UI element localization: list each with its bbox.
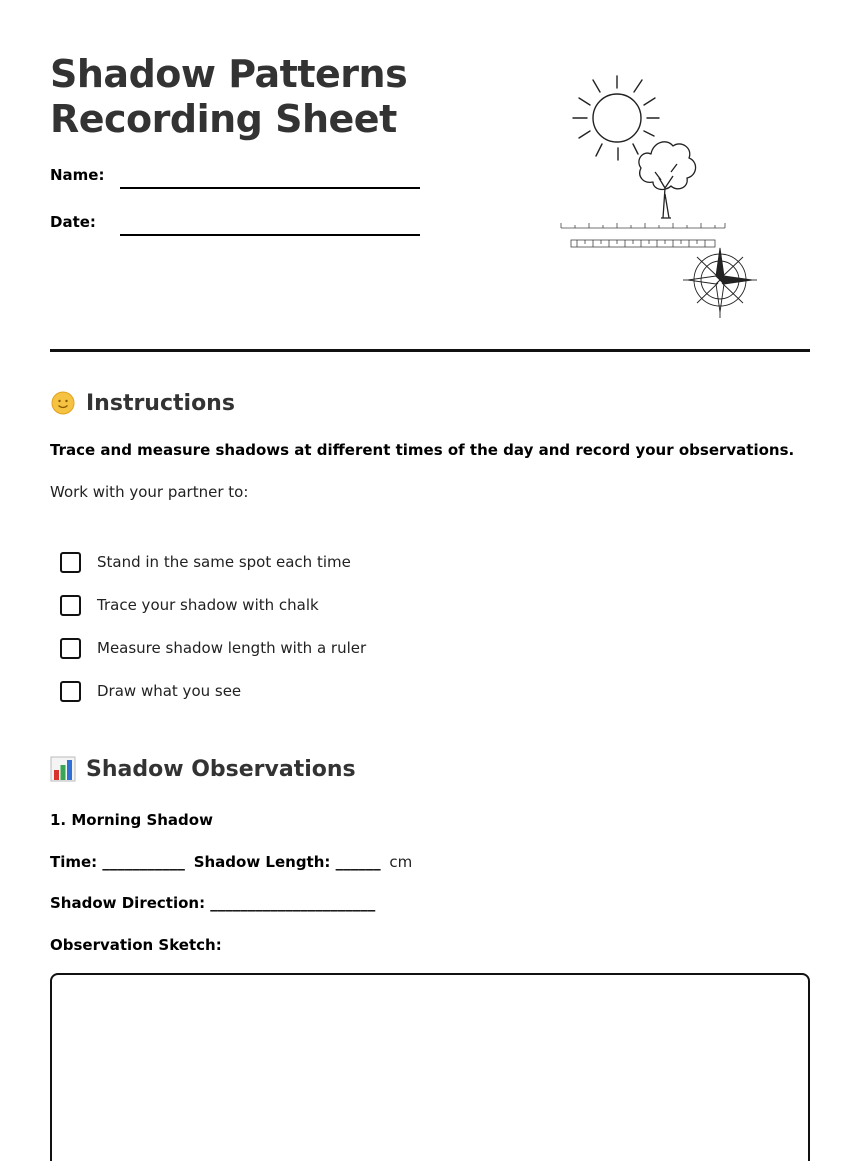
name-label: Name: [50, 166, 105, 184]
header-divider [50, 349, 810, 352]
time-length-row[interactable] [50, 853, 412, 871]
shadow-direction-label: Shadow Direction: ______________________ [50, 894, 376, 912]
compass-rose-icon [683, 248, 757, 318]
shadow-illustration [555, 68, 760, 320]
checkbox[interactable] [60, 681, 81, 702]
sun-face-icon [50, 390, 76, 416]
checklist-label: Measure shadow length with a ruler [97, 639, 367, 657]
title-line-2: Recording Sheet [50, 97, 397, 141]
observations-heading [50, 756, 356, 782]
sun-icon [573, 76, 659, 160]
length-unit: cm [389, 853, 413, 871]
shadow-length-label: Shadow Length: ______ [193, 853, 381, 871]
instructions-lead: Trace and measure shadows at different times of the day and record your observations. [50, 441, 795, 459]
checklist-label: Draw what you see [97, 682, 242, 700]
ruler-icon [561, 223, 725, 247]
observations-heading-text: Shadow Observations [86, 756, 356, 782]
observation-sketch-label: Observation Sketch: [50, 936, 222, 954]
checklist-item-draw[interactable] [60, 678, 241, 704]
title-line-1: Shadow Patterns [50, 52, 408, 96]
name-field[interactable] [120, 187, 420, 189]
direction-row[interactable] [50, 894, 375, 912]
checkbox[interactable] [60, 595, 81, 616]
time-label: Time: ___________ [50, 853, 185, 871]
entry-title [50, 811, 213, 829]
checklist-item-same-spot[interactable] [60, 549, 351, 575]
checklist-label: Trace your shadow with chalk [97, 596, 319, 614]
sketch-label-row [50, 936, 222, 954]
page-title [50, 52, 407, 142]
date-field[interactable] [120, 234, 420, 236]
date-label: Date: [50, 213, 96, 231]
checklist-item-measure-length[interactable] [60, 635, 366, 661]
checkbox[interactable] [60, 552, 81, 573]
checklist-item-trace-shadow[interactable] [60, 592, 319, 618]
instructions-intro: Work with your partner to: [50, 483, 249, 501]
instructions-heading-text: Instructions [86, 390, 235, 416]
bar-chart-icon [50, 756, 76, 782]
instructions-heading [50, 390, 235, 416]
tree-icon [639, 142, 696, 218]
checkbox[interactable] [60, 638, 81, 659]
observation-sketch-box[interactable] [50, 973, 810, 1161]
checklist-label: Stand in the same spot each time [97, 553, 351, 571]
entry-title-text: 1. Morning Shadow [50, 811, 213, 829]
